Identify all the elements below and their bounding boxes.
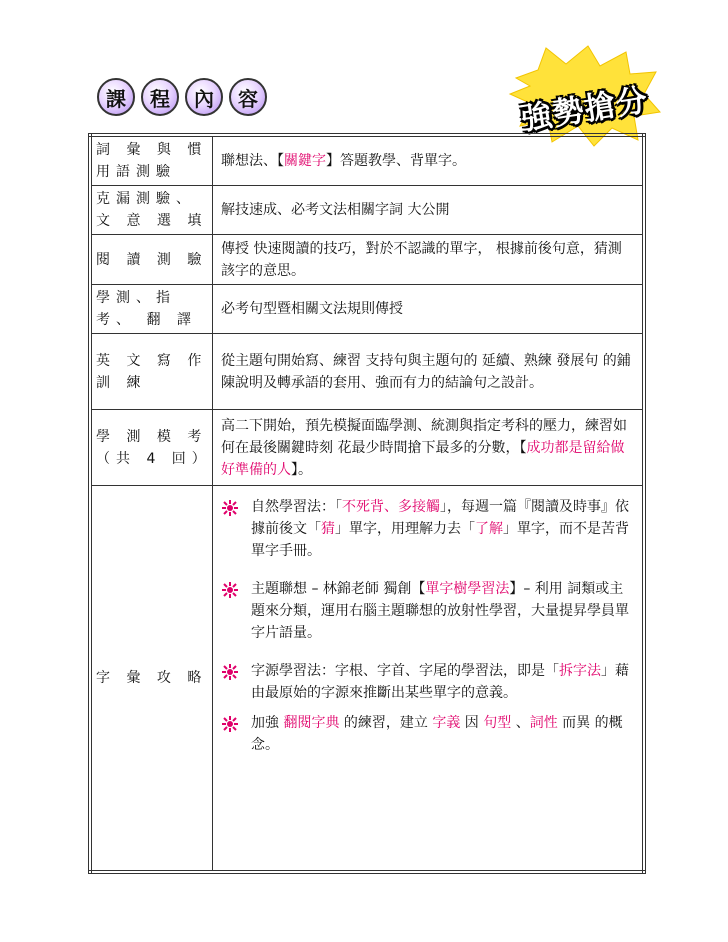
row-label: 英 文 寫 作 訓 練 <box>90 334 213 410</box>
row-content: 解技速成、必考文法相關字詞 大公開 <box>213 186 645 235</box>
bullet-item: 主題聯想 – 林錦老師 獨創【單字樹學習法】– 利用 詞類或主題來分類，運用右腦主題聯想的放射性學習，大量提昇學員單字片語量。 <box>221 578 634 644</box>
row-content: 高二下開始，預先模擬面臨學測、統測與指定考科的壓力，練習如何在最後關鍵時刻 花最少時間搶下最多的分數，【成功都是留給做好準備的人】。 <box>213 410 645 486</box>
flower-bullet-icon <box>221 499 239 517</box>
course-table <box>88 133 646 874</box>
title-char: 內 <box>185 78 223 116</box>
bullet-item: 自然學習法：「不死背、多接觸」，每週一篇『閱讀及時事』依據前後文「猜」單字，用理解力去「了解」單字，而不是苦背單字手冊。 <box>221 496 634 562</box>
course-content-title <box>97 78 267 116</box>
row-label: 字 彙 攻 略 <box>90 486 213 872</box>
table-row <box>90 235 644 285</box>
table-row <box>90 186 644 235</box>
row-content: 從主題句開始寫、練習 支持句與主題句的 延續、熟練 發展句 的鋪陳說明及轉承語的套用、強而有力的結論句之設計。 <box>213 334 645 410</box>
row-content: 傳授 快速閱讀的技巧，對於不認識的單字， 根據前後句意，猜測該字的意思。 <box>213 235 645 285</box>
bullet-item: 字源學習法：字根、字首、字尾的學習法，即是「拆字法」藉由最原始的字源來推斷出某些單字的意義。 <box>221 660 634 704</box>
table-row <box>90 334 644 410</box>
row-label: 學 測 模 考（共 4 回） <box>90 410 213 486</box>
title-char: 程 <box>141 78 179 116</box>
flower-bullet-icon <box>221 663 239 681</box>
row-label: 閱 讀 測 驗 <box>90 235 213 285</box>
row-label: 克漏測驗、文 意 選 填 <box>90 186 213 235</box>
flower-bullet-icon <box>221 581 239 599</box>
table-row <box>90 410 644 486</box>
row-label: 學測、指考、 翻 譯 <box>90 285 213 334</box>
flower-bullet-icon <box>221 715 239 733</box>
table-row <box>90 135 644 186</box>
row-content: 必考句型暨相關文法規則傳授 <box>213 285 645 334</box>
title-char: 容 <box>229 78 267 116</box>
table-row <box>90 486 644 872</box>
bullet-item: 加強 翻閱字典 的練習，建立 字義 因 句型 、詞性 而異 的概念。 <box>221 712 634 756</box>
title-char: 課 <box>97 78 135 116</box>
vocab-strategy-content <box>213 486 645 872</box>
row-content: 聯想法、【關鍵字】答題教學、背單字。 <box>213 135 645 186</box>
stamp-text: 強勢搶分 <box>518 82 651 138</box>
row-label: 詞 彙 與 慣用語測驗 <box>90 135 213 186</box>
table-row <box>90 285 644 334</box>
